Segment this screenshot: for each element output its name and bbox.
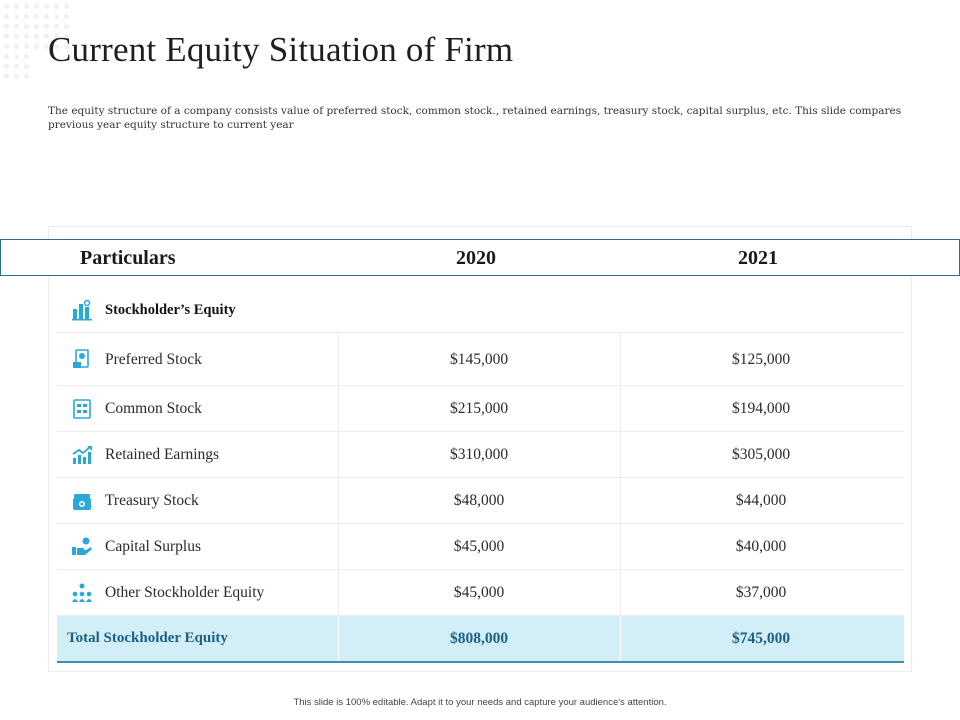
row-value-2021: $40,000 [735,538,787,555]
decorative-dot [24,74,29,79]
wallet-icon [71,490,93,512]
page-description: The equity structure of a company consists value of preferred stock, common stock., retained earnings, treasury stock, capital surplus, etc. This slide compares previous year equity structure to current year [48,105,902,131]
row-label: Other Stockholder Equity [105,584,265,601]
header-2021: 2021 [738,247,778,269]
table-row [57,478,904,524]
decorative-dot [64,14,69,19]
decorative-dot [14,74,19,79]
row-label: Retained Earnings [105,446,220,463]
decorative-dot [24,34,29,39]
money-bill-icon [71,348,93,370]
header-particulars: Particulars [80,247,176,269]
calculator-icon [71,398,93,420]
growth-chart-icon [71,444,93,466]
footer-note: This slide is 100% editable. Adapt it to your needs and capture your audience's attention. [293,697,667,708]
decorative-dot [14,4,19,9]
decorative-dot [4,54,9,59]
row-value-2020: $48,000 [453,492,505,509]
people-icon [71,582,93,604]
page-title: Current Equity Situation of Firm [48,30,514,69]
row-label: Capital Surplus [105,538,202,555]
row-value-2020: $45,000 [453,538,505,555]
total-value-2021: $745,000 [731,630,791,647]
row-value-2021: $194,000 [731,400,791,417]
decorative-dot [4,34,9,39]
decorative-dot [4,14,9,19]
decorative-dot [24,44,29,49]
decorative-dot [14,14,19,19]
row-value-2020: $145,000 [449,351,509,368]
row-value-2021: $305,000 [731,446,791,463]
row-value-2020: $310,000 [449,446,509,463]
row-label: Common Stock [105,400,202,417]
decorative-dot [24,64,29,69]
decorative-dot [14,44,19,49]
row-label: Treasury Stock [105,492,199,509]
decorative-dot [24,14,29,19]
decorative-dot [24,4,29,9]
decorative-dot [54,24,59,29]
section-row-stockholders-equity [57,287,904,333]
table-row [57,333,904,386]
decorative-dot [14,24,19,29]
row-value-2020: $45,000 [453,584,505,601]
table-row [57,524,904,570]
decorative-dot [14,54,19,59]
total-value-2020: $808,000 [449,630,509,647]
decorative-dot [4,4,9,9]
decorative-dot [34,4,39,9]
decorative-dot [4,44,9,49]
hand-coin-icon [71,536,93,558]
decorative-dot [24,54,29,59]
bar-chart-icon [71,299,93,321]
section-label: Stockholder’s Equity [105,302,236,318]
row-label: Preferred Stock [105,351,202,368]
decorative-dot [44,4,49,9]
decorative-dot [54,4,59,9]
table-row [57,386,904,432]
decorative-dot [34,24,39,29]
table-row [57,570,904,616]
decorative-dot [64,24,69,29]
decorative-dot [54,14,59,19]
row-value-2021: $37,000 [735,584,787,601]
decorative-dot [14,64,19,69]
decorative-dot [44,14,49,19]
row-value-2021: $125,000 [731,351,791,368]
row-value-2021: $44,000 [735,492,787,509]
header-2020: 2020 [456,247,496,269]
table-row [57,432,904,478]
decorative-dot [24,24,29,29]
total-row [57,616,904,663]
decorative-dot [4,24,9,29]
decorative-dot [4,64,9,69]
decorative-dot [44,24,49,29]
total-label: Total Stockholder Equity [67,630,228,646]
decorative-dot [34,34,39,39]
row-value-2020: $215,000 [449,400,509,417]
decorative-dot [4,74,9,79]
decorative-dot [64,4,69,9]
decorative-dot [34,44,39,49]
decorative-dot [14,34,19,39]
decorative-dot [34,14,39,19]
